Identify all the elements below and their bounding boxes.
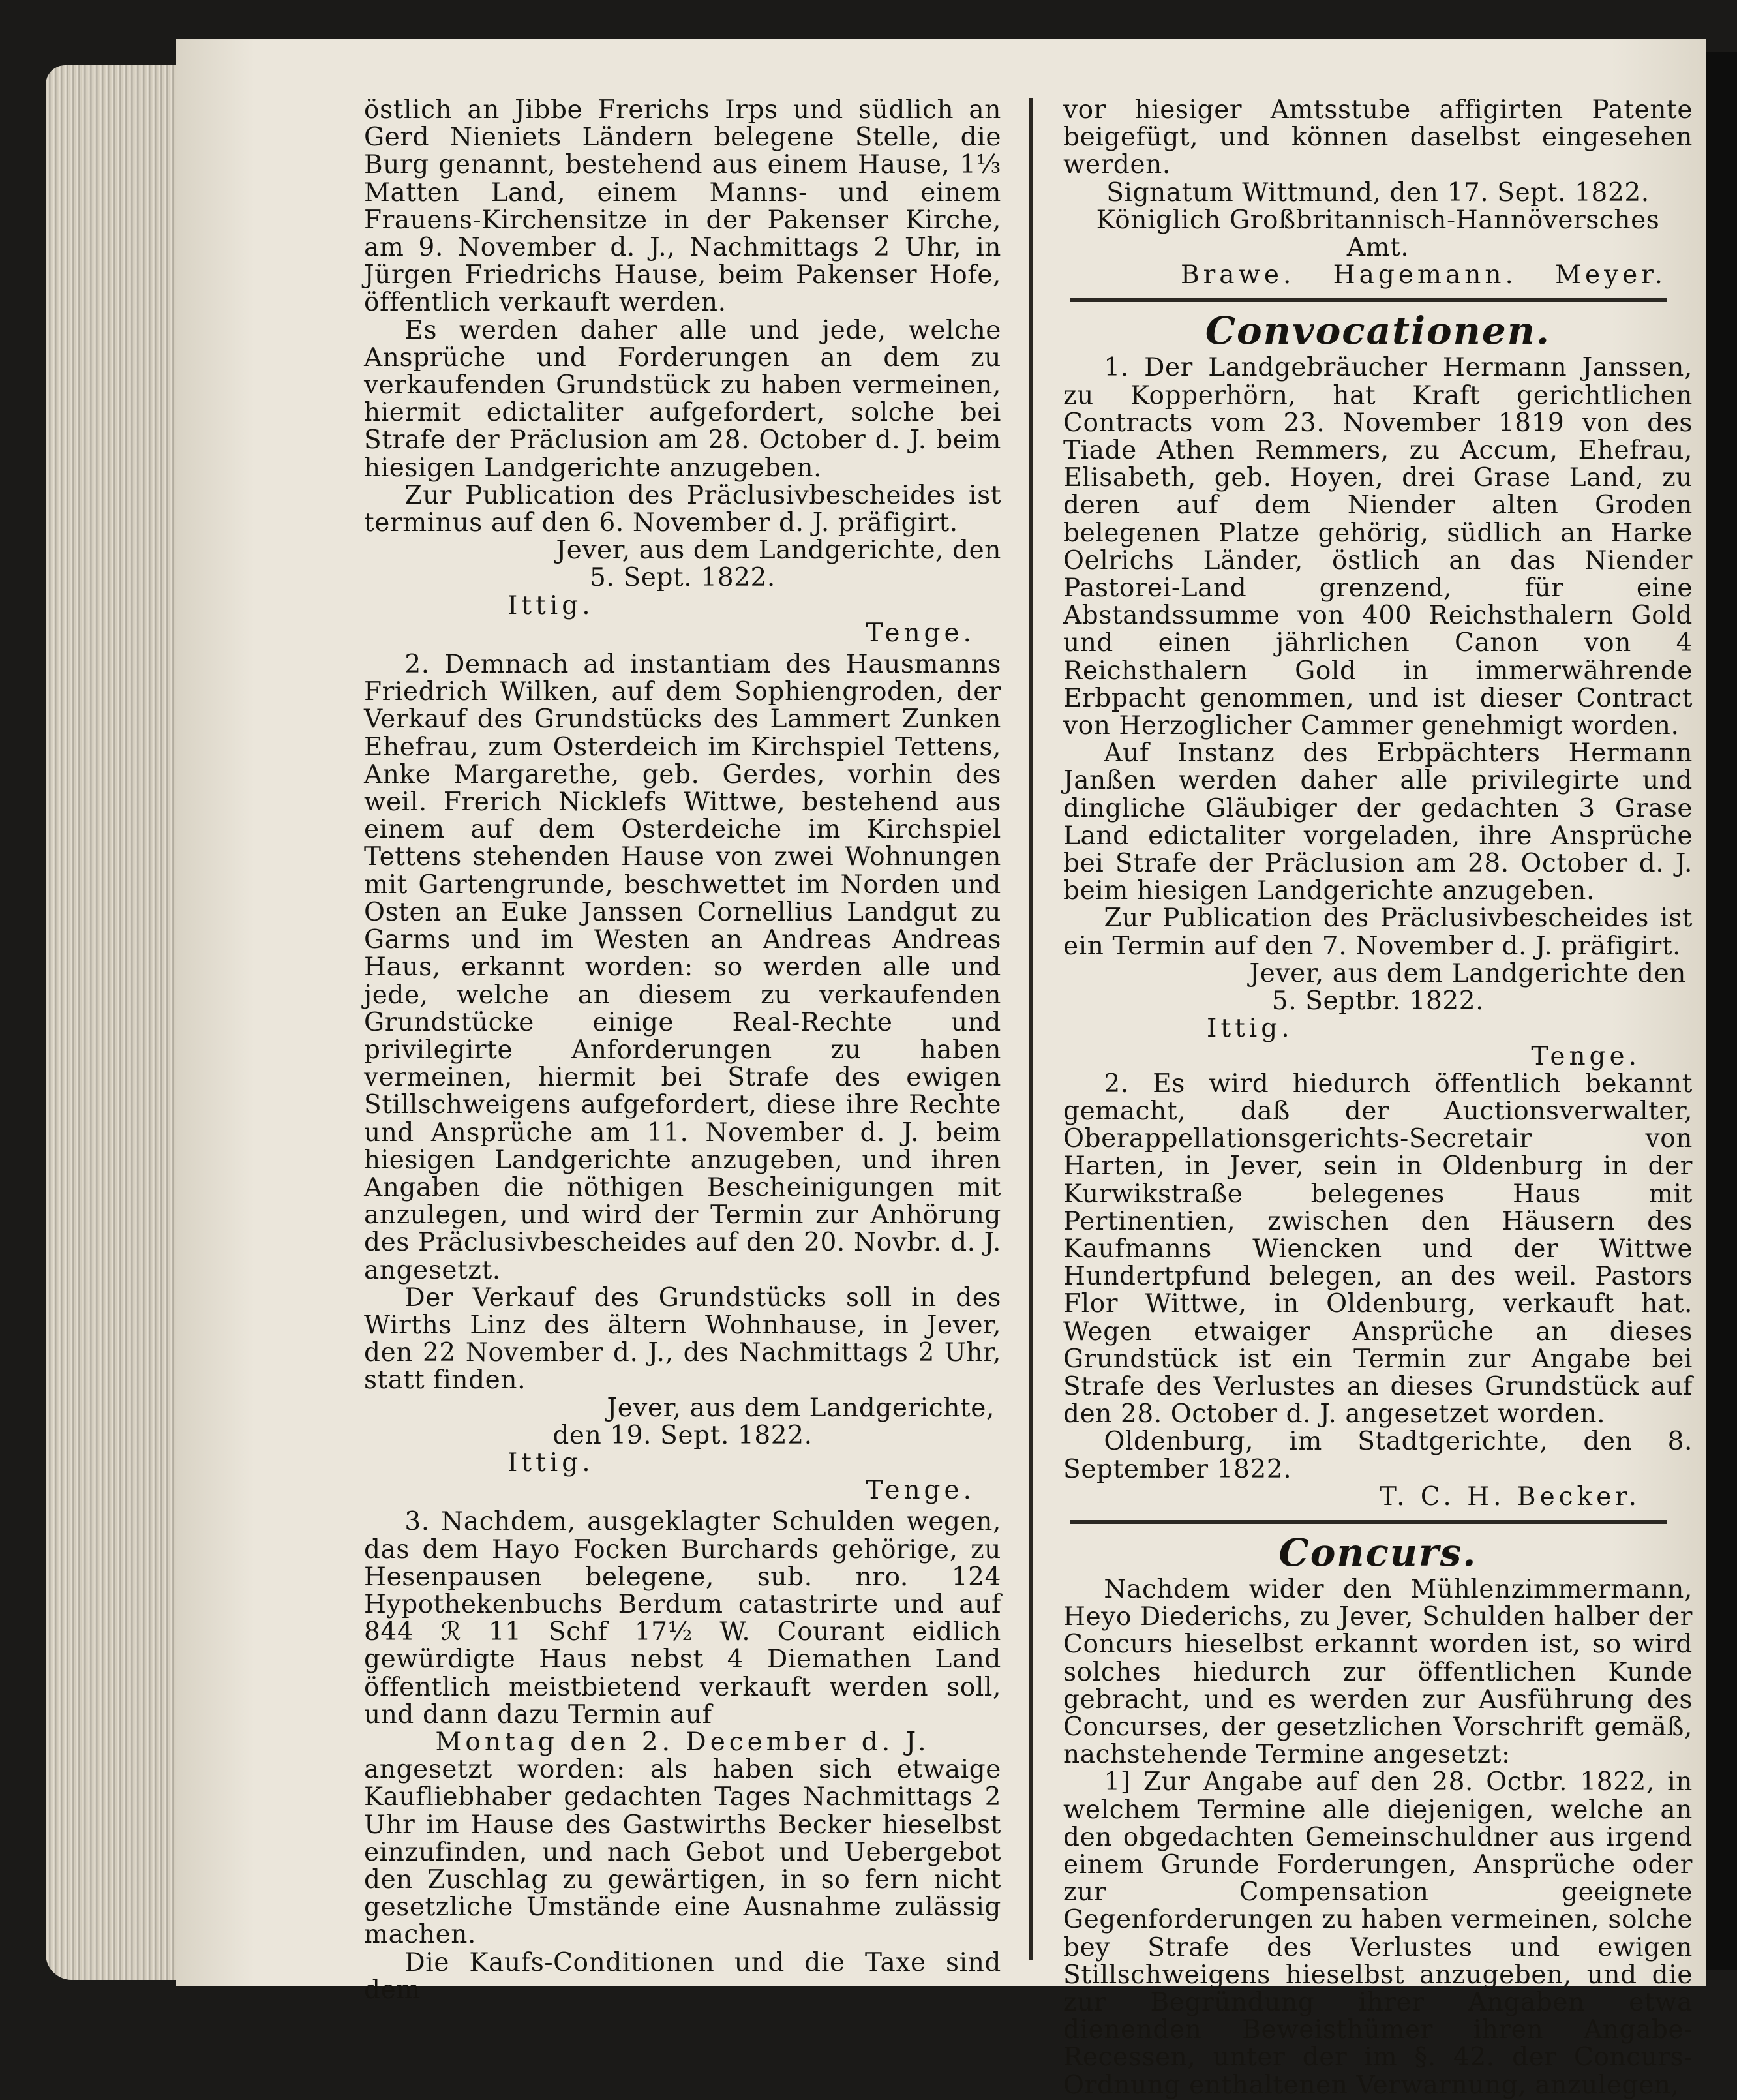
paragraph: Auf Instanz des Erbpächters Hermann Janßen werden daher alle privilegirte und dingliche Gläubiger der gedachten 3 Grase Land edictaliter vorgeladen, ihre Ansprüche bei Strafe der Präclusion am 28. October d. J. beim hiesigen Landgerichte anzugeben. bbox=[1063, 738, 1693, 906]
paragraph: Die Kaufs-Conditionen und die Taxe sind dem bbox=[364, 1947, 1001, 2005]
section-heading: Concurs. bbox=[1278, 1530, 1477, 1575]
authority-line: Königlich Großbritannisch-Hannöversches Amt. bbox=[1096, 205, 1660, 263]
signature: Ittig. bbox=[1207, 1014, 1293, 1044]
dateline: Jever, aus dem Landgerichte, den bbox=[556, 536, 1001, 566]
signature: Meyer. bbox=[1555, 260, 1667, 290]
dateline: den 19. Sept. 1822. bbox=[552, 1420, 813, 1450]
dateline: Oldenburg, im Stadtgerichte, den 8. September 1822. bbox=[1063, 1427, 1693, 1484]
paragraph: 1. Der Landgebräucher Hermann Janssen, zu Kopperhörn, hat Kraft gerichtlichen Contracts vom 23. November 1819 von des Tiade Athen Remmers, zu Accum, Ehefrau, Elisabeth, geb. Hoyen, drei Grase Land, zu deren auf dem Niender alten Groden belegenen Platze gehörig, südlich an Harke Oelrichs Länder, östlich an das Niender Pastorei-Land grenzend, für eine Abstandssumme von 400 Reichsthalern Gold und einen jährlichen Canon von 4 Reichsthalern Gold in immerwährende Erbpacht genommen, und ist dieser Contract von Herzoglicher Cammer genehmigt worden. bbox=[1063, 353, 1693, 741]
signature: Hagemann. bbox=[1333, 260, 1517, 290]
scan-border bbox=[1706, 52, 1737, 1970]
signature: Brawe. bbox=[1181, 260, 1295, 290]
signature-row bbox=[1063, 262, 1693, 289]
dateline: 5. Septbr. 1822. bbox=[1271, 986, 1485, 1016]
signature: T. C. H. Becker. bbox=[1379, 1482, 1640, 1512]
paragraph: angesetzt worden: als haben sich etwaige Kaufliebhaber gedachten Tages Nachmittags 2 Uhr im Hause des Gastwirths Becker hieselbst einzufinden, und nach Gebot und Uebergebot den Zuschlag zu gewärtigen, in so fern nicht gesetzliche Umstände eine Ausnahme zulässig machen. bbox=[364, 1755, 1001, 1950]
signature: Tenge. bbox=[1531, 1041, 1640, 1071]
emphasis-line: Montag den 2. December d. J. bbox=[435, 1727, 930, 1757]
book-page-edges bbox=[46, 65, 186, 1980]
dateline: 5. Sept. 1822. bbox=[590, 563, 776, 593]
paragraph: Es werden daher alle und jede, welche Ansprüche und Forderungen an dem zu verkaufenden Grundstück zu haben vermeinen, hiermit edictaliter aufgefordert, solche bei Strafe der Präclusion am 28. October d. J. beim hiesigen Landgerichte anzugeben. bbox=[364, 315, 1001, 483]
signature: Ittig. bbox=[507, 590, 594, 620]
paragraph: Zur Publication des Präclusivbescheides ist ein Termin auf den 7. November d. J. präfigirt. bbox=[1063, 904, 1693, 961]
dateline: Jever, aus dem Landgerichte den bbox=[1249, 958, 1686, 988]
section-rule bbox=[1070, 298, 1667, 302]
paragraph: östlich an Jibbe Frerichs Irps und südlich an Gerd Nieniets Ländern belegene Stelle, die Burg genannt, bestehend aus einem Hause, 1⅓ Matten Land, einem Manns- und einem Frauens-Kirchensitze in der Pakenser Kirche, am 9. November d. J., Nachmittags 2 Uhr, in Jürgen Friedrichs Hause, beim Pakenser Hofe, öffentlich verkauft werden. bbox=[364, 95, 1001, 318]
paragraph: 3. Nachdem, ausgeklagter Schulden wegen, das dem Hayo Focken Burchards gehörige, zu Hesenpausen belegene, sub. nro. 124 Hypothekenbuchs Berdum catastrirte und auf 844 ℛ 11 Schf 17½ W. Courant eidlich gewürdigte Haus nebst 4 Diemathen Land öffentlich meistbietend verkauft werden soll, und dann dazu Termin auf bbox=[364, 1507, 1001, 1729]
paragraph: vor hiesiger Amtsstube affigirten Patente beigefügt, und können daselbst eingesehen werden. bbox=[1063, 95, 1693, 180]
dateline: Jever, aus dem Landgerichte, bbox=[607, 1393, 995, 1423]
dateline: Signatum Wittmund, den 17. Sept. 1822. bbox=[1106, 177, 1650, 207]
signature: Ittig. bbox=[507, 1448, 594, 1478]
column-divider bbox=[1029, 98, 1033, 1960]
paragraph: Nachdem wider den Mühlenzimmermann, Heyo Diederichs, zu Jever, Schulden halber der Concurs hieselbst erkannt worden ist, so wird solches hiedurch zur öffentlichen Kunde gebracht, und es werden zur Ausführung des Concurses, der gesetzlichen Vorschrift gemäß, nachstehende Termine angesetzt: bbox=[1063, 1574, 1693, 1770]
paragraph: 1] Zur Angabe auf den 28. Octbr. 1822, in welchem Termine alle diejenigen, welche an den obgedachten Gemeinschuldner aus irgend einem Grunde Forderungen, Ansprüche oder zur Compensation geeignete Gegenforderungen zu haben vermeinen, solche bey Strafe des Verlustes und ewigen Stillschweigens hieselbst anzugeben, und die zur Begründung ihrer Angaben etwa dienenden Beweisthümer ihren Angabe-Recessen, unter der im §. 42. der Concurs-Ordnung enthaltenen Verwarnung, anzulegen, bbox=[1063, 1767, 1693, 2100]
right-column bbox=[1063, 97, 1693, 2099]
signature: Tenge. bbox=[866, 618, 975, 648]
paragraph: 2. Es wird hiedurch öffentlich bekannt gemacht, daß der Auctionsverwalter, Oberappellationsgerichts-Secretair von Harten, in Jever, sein in Oldenburg in der Kurwikstraße belegenes Haus mit Pertinentien, zwischen den Häusern des Kaufmanns Wiencken und der Wittwe Hundertpfund belegen, an des weil. Pastors Flor Wittwe, in Oldenburg, verkauft hat. Wegen etwaiger Ansprüche an dieses Grundstück ist ein Termin zur Angabe bei Strafe des Verlustes an dieses Grundstück auf den 28. October d. J. angesetzet worden. bbox=[1063, 1069, 1693, 1429]
left-column bbox=[364, 97, 1001, 2004]
paragraph: 2. Demnach ad instantiam des Hausmanns Friedrich Wilken, auf dem Sophiengroden, der Verkauf des Grundstücks des Lammert Zunken Ehefrau, zum Osterdeich im Kirchspiel Tettens, Anke Margarethe, geb. Gerdes, vorhin des weil. Frerich Nicklefs Wittwe, bestehend aus einem auf dem Osterdeiche im Kirchspiel Tettens stehenden Hause von zwei Wohnungen mit Gartengrunde, beschwettet im Norden und Osten an Euke Janssen Cornellius Landgut zu Garms und im Westen an Andreas Andreas Haus, erkannt worden: so werden alle und jede, welche an diesem zu verkaufenden Grundstücke einige Real-Rechte und privilegirte Anforderungen zu haben vermeinen, hiermit bei Strafe des ewigen Stillschweigens aufgefordert, diese ihre Rechte und Ansprüche am 11. November d. J. beim hiesigen Landgerichte anzugeben, und ihren Angaben die nöthigen Bescheinigungen mit anzulegen, und wird der Termin zur Anhörung des Präclusivbescheides auf den 20. Novbr. d. J. angesetzt. bbox=[364, 650, 1001, 1285]
section-heading: Convocationen. bbox=[1205, 309, 1551, 354]
signature: Tenge. bbox=[866, 1476, 975, 1506]
section-rule bbox=[1070, 1520, 1667, 1524]
paragraph: Zur Publication des Präclusivbescheides ist terminus auf den 6. November d. J. präfigirt. bbox=[364, 480, 1001, 538]
paragraph: Der Verkauf des Grundstücks soll in des Wirths Linz des ältern Wohnhause, in Jever, den 22 November d. J., des Nachmittags 2 Uhr, statt finden. bbox=[364, 1283, 1001, 1395]
